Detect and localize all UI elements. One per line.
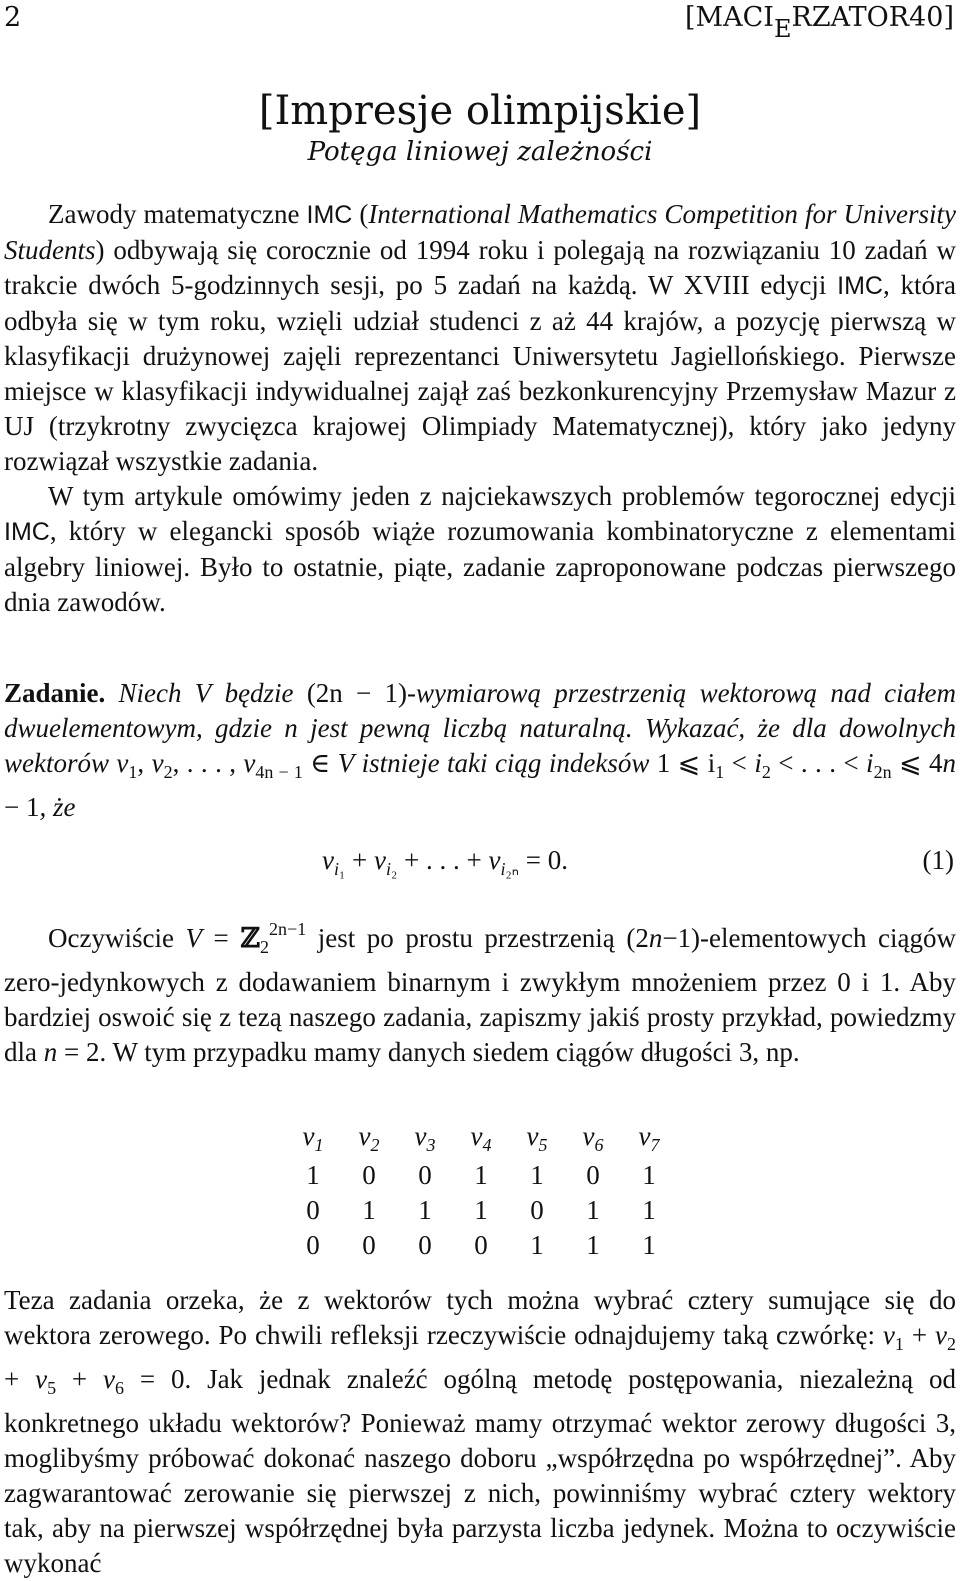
table-cell: 0 <box>530 1195 544 1225</box>
article-title: [Impresje olimpijskie] <box>258 88 702 134</box>
paragraph-2: W tym artykule omówimy jeden z najciekawszych problemów tegorocznej edycji IMC, który w elegancki sposób wiąże rozumowania kombinatoryczne z elementami algebry liniowej. Było to ostatnie, piąte, zadanie zaproponowane podczas pierwszego dnia zawodów. <box>4 481 956 617</box>
table-cell: 0 <box>362 1160 376 1190</box>
imc-abbrev: IMC <box>837 272 883 300</box>
table-row <box>285 1158 677 1193</box>
table-cell: 1 <box>586 1195 600 1225</box>
problem-statement <box>4 676 956 825</box>
table-cell: 1 <box>530 1230 544 1260</box>
running-head-sub: E <box>773 15 792 43</box>
table-row <box>285 1193 677 1228</box>
table-cell: 1 <box>306 1160 320 1190</box>
table-cell: 1 <box>362 1195 376 1225</box>
paragraph-1: Zawody matematyczne IMC (International Mathematics Competition for University Students) odbywają się corocznie od 1994 roku i polegają na rozwiązaniu 10 zadań w trakcie dwóch 5-godzinnych sesji, po 5 zadań na każdą. W XVIII edycji IMC, która odbyła się w tym roku, wzięli udział studenci z aż 44 krajów, a pozycję pierwszą w klasyfikacji drużynowej zajęli reprezentanci Uniwersytetu Jagiellońskiego. Pierwsze miejsce w klasyfikacji indywidualnej zajął zaś bezkonkurencyjny Przemysław Mazur z UJ (trzykrotny zwycięzca krajowej Olimpiady Matematycznej), który jako jedyny rozwiązał wszystkie zadania. <box>4 199 957 476</box>
table-cell: 1 <box>418 1195 432 1225</box>
table-cell: 0 <box>418 1230 432 1260</box>
equation-body: $v_{i_1} + v_{i_2}$ + . . . + $v_{i_{2n}} = 0$. <box>322 845 568 879</box>
page-header <box>4 2 954 42</box>
table-header-cell: $v_4$ <box>470 1120 492 1155</box>
table-header-cell: $v_7$ <box>638 1120 660 1155</box>
imc-abbrev: IMC <box>306 201 353 229</box>
table-cell: 1 <box>474 1195 488 1225</box>
table-header-row <box>285 1118 677 1158</box>
equation-1 <box>0 845 960 885</box>
vector-table <box>285 1118 677 1263</box>
table-row <box>285 1228 677 1263</box>
running-head <box>684 2 954 43</box>
page-number: 2 <box>4 2 22 33</box>
table-cell: 0 <box>586 1160 600 1190</box>
table-header-cell: $v_6$ <box>582 1120 604 1155</box>
paragraph-3: Oczywiście V = ℤ$_2^{2n-1}$ jest po prostu przestrzenią (2n−1)-elementowych ciągów zero-jedynkowych z dodawaniem binarnym i zwykłym mnożeniem przez 0 i 1. Aby bardziej oswoić się z tezą naszego zadania, zapiszmy jakiś prosty przykład, powiedzmy dla n = 2. W tym przypadku mamy danych siedem ciągów długości 3, np. <box>4 919 956 1067</box>
table-cell: 1 <box>642 1230 656 1260</box>
imc-abbrev: IMC <box>4 518 50 546</box>
table-cell: 0 <box>474 1230 488 1260</box>
table-cell: 1 <box>586 1230 600 1260</box>
running-head-post: RZATOR40] <box>791 2 954 33</box>
running-head-pre: [MACI <box>684 2 774 33</box>
table-cell: 0 <box>362 1230 376 1260</box>
table-cell: 1 <box>530 1160 544 1190</box>
table-header-cell: $v_3$ <box>414 1120 436 1155</box>
explanation-text <box>4 912 956 1070</box>
table-cell: 0 <box>306 1195 320 1225</box>
table-header-cell: $v_1$ <box>302 1120 324 1155</box>
equation-label: (1) <box>922 845 954 875</box>
problem-label: Zadanie. <box>4 678 106 708</box>
table-header-cell: $v_5$ <box>526 1120 548 1155</box>
table-cell: 1 <box>642 1160 656 1190</box>
table-cell: 0 <box>306 1230 320 1260</box>
table-header-cell: $v_2$ <box>358 1120 380 1155</box>
table-cell: 1 <box>642 1195 656 1225</box>
intro-text <box>4 197 956 620</box>
article-subtitle: Potęga liniowej zależności <box>307 137 653 167</box>
table-cell: 1 <box>474 1160 488 1190</box>
table-cell: 0 <box>418 1160 432 1190</box>
conclusion-text <box>4 1283 956 1581</box>
paragraph-4: Teza zadania orzeka, że z wektorów tych można wybrać cztery sumujące się do wektora zerowego. Po chwili refleksji rzeczywiście odnajdujemy taką czwórkę: $v_1 + v_2 + v_5 + v_6 = 0$. Jak jednak znaleźć ogólną metodę postępowania, niezależną od konkretnego układu wektorów? Ponieważ mamy otrzymać wektor zerowy długości 3, moglibyśmy próbować dokonać naszego doboru „współrzędna po współrzędnej”. Aby zagwarantować zerowanie się pierwszej z nich, powinniśmy wybrać cztery wektory tak, aby na pierwszej współrzędnej była parzysta liczba jedynek. Można to oczywiście wykonać <box>4 1285 957 1578</box>
problem-paragraph: Zadanie. Niech V będzie (2n − 1)-wymiarową przestrzenią wektorową nad ciałem dwuelementowym, gdzie n jest pewną liczbą naturalną. Wykazać, że dla dowolnych wektorów $v_1$, $v_2$, . . . , $v_{4n - 1}$ ∈ V istnieje taki ciąg indeksów 1 ⩽ $i_1 < i_2$ < . . . < $i_{2n}$ ⩽ 4n − 1, że <box>4 678 957 822</box>
